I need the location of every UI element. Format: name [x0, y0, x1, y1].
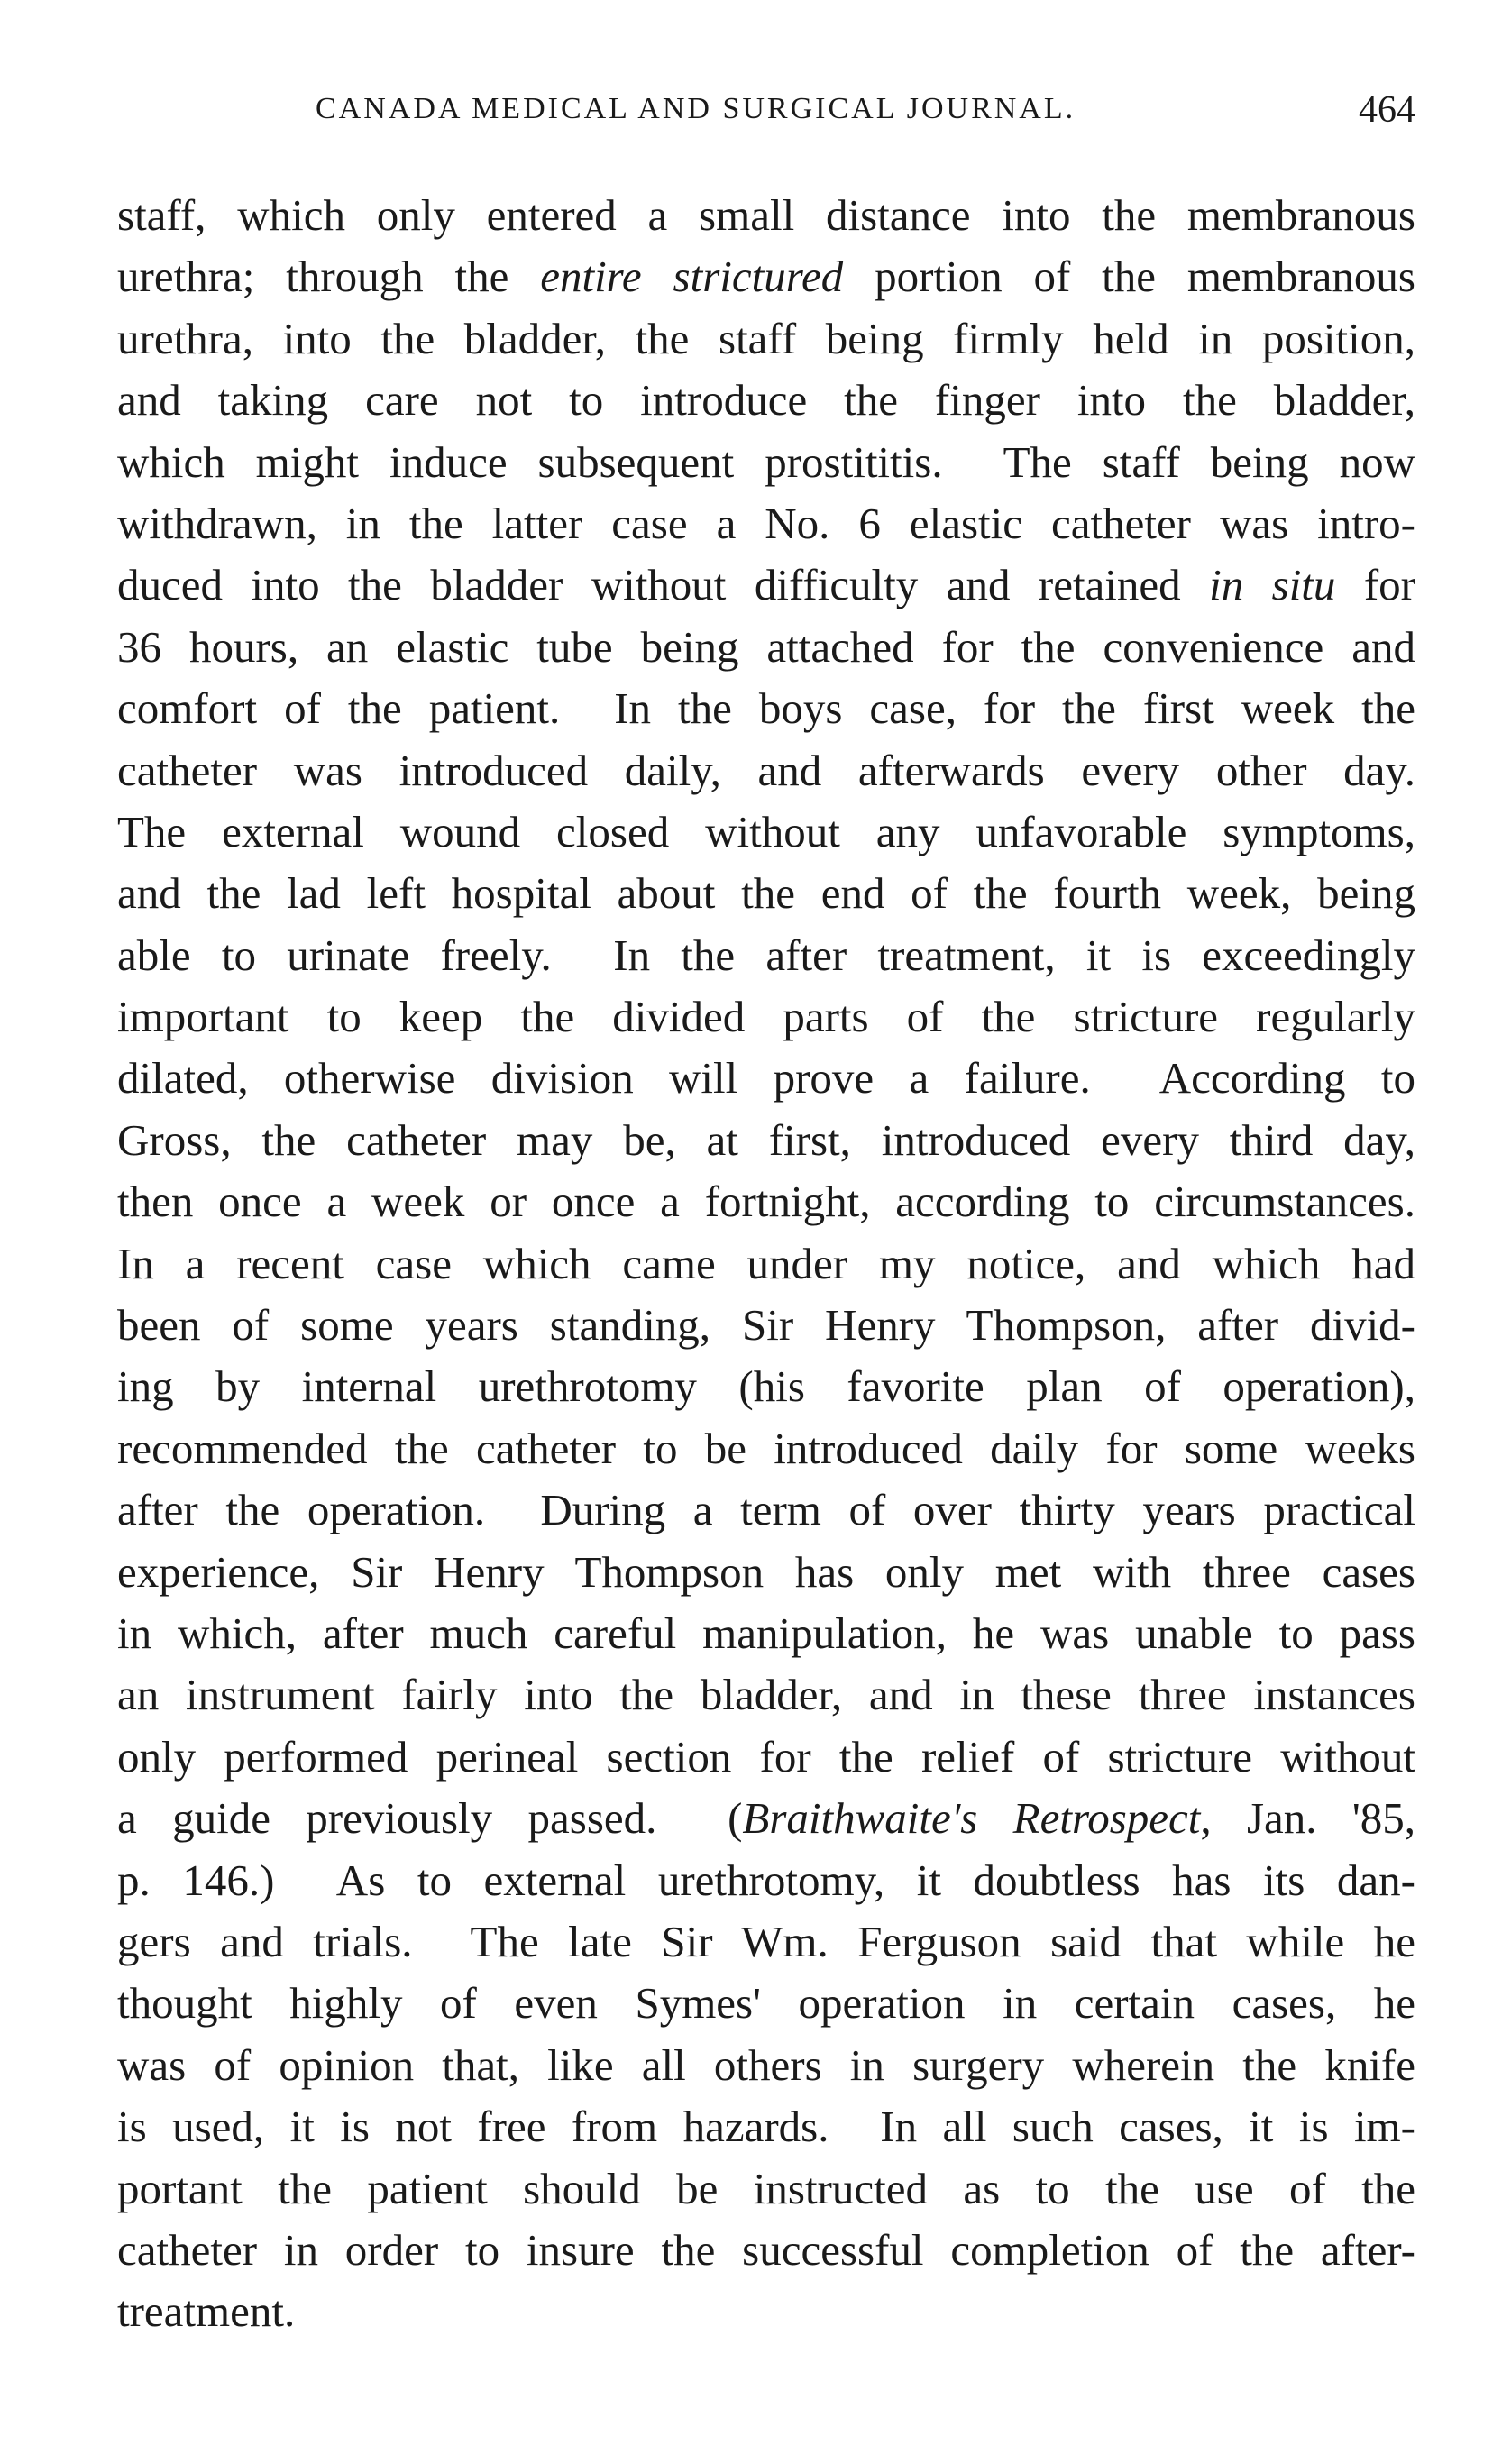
text-line: [117, 678, 1415, 739]
text-segment: , Jan. '85,: [1200, 1793, 1415, 1844]
text-segment: in which, after much careful manipulation, he was unable to pass: [117, 1608, 1415, 1658]
text-segment: urethra; through the: [117, 252, 541, 302]
text-line: [117, 1973, 1415, 2034]
text-segment: only performed perineal section for the relief of stricture without: [117, 1731, 1415, 1782]
text-line: [117, 2281, 1415, 2342]
text-segment: portion of the membranous: [843, 252, 1415, 302]
text-line: [117, 617, 1415, 678]
text-segment: catheter in order to insure the successful completion of the after-: [117, 2224, 1415, 2275]
text-segment: is used, it is not free from hazards. In all such cases, it is im-: [117, 2102, 1415, 2152]
text-segment: able to urinate freely. In the after treatment, it is exceedingly: [117, 930, 1415, 980]
text-segment: comfort of the patient. In the boys case, for the first week the: [117, 683, 1415, 734]
text-line: [117, 1233, 1415, 1295]
text-segment: experience, Sir Henry Thompson has only met with three cases: [117, 1546, 1415, 1597]
text-line: [117, 863, 1415, 924]
text-segment: was of opinion that, like all others in surgery wherein the knife: [117, 2039, 1415, 2090]
italic-text-segment: in situ: [1209, 560, 1336, 610]
text-line: [117, 1048, 1415, 1109]
body-text: [117, 185, 1415, 2343]
text-line: [117, 1295, 1415, 1356]
text-segment: for: [1335, 560, 1415, 610]
text-segment: been of some years standing, Sir Henry Thompson, after divid-: [117, 1300, 1415, 1351]
text-line: [117, 432, 1415, 493]
text-segment: recommended the catheter to be introduced daily for some weeks: [117, 1423, 1415, 1473]
text-segment: thought highly of even Symes' operation in certain cases, he: [117, 1978, 1415, 2029]
text-line: [117, 1171, 1415, 1232]
text-line: [117, 493, 1415, 554]
text-segment: Gross, the catheter may be, at first, introduced every third day,: [117, 1114, 1415, 1165]
text-line: [117, 925, 1415, 986]
text-line: [117, 1542, 1415, 1603]
text-segment: and the lad left hospital about the end of the fourth week, being: [117, 868, 1415, 919]
journal-title: CANADA MEDICAL AND SURGICAL JOURNAL.: [316, 92, 1076, 125]
text-segment: portant the patient should be instructed as to the use of the: [117, 2163, 1415, 2213]
text-line: [117, 554, 1415, 616]
text-line: [117, 1850, 1415, 1911]
page-number: 464: [1359, 89, 1415, 131]
text-segment: staff, which only entered a small distance into the membranous: [117, 190, 1415, 240]
text-segment: withdrawn, in the latter case a No. 6 elastic catheter was intro-: [117, 498, 1415, 548]
text-segment: an instrument fairly into the bladder, and in these three instances: [117, 1670, 1415, 1720]
text-line: [117, 185, 1415, 246]
text-segment: gers and trials. The late Sir Wm. Ferguson said that while he: [117, 1916, 1415, 1966]
text-segment: 36 hours, an elastic tube being attached for the convenience and: [117, 621, 1415, 672]
text-line: [117, 740, 1415, 801]
text-line: [117, 1356, 1415, 1417]
text-segment: a guide previously passed. (: [117, 1793, 743, 1844]
text-line: [117, 1788, 1415, 1849]
text-line: [117, 370, 1415, 431]
italic-text-segment: entire strictured: [540, 252, 844, 302]
text-line: [117, 986, 1415, 1048]
text-line: [117, 1911, 1415, 1973]
running-head: [117, 88, 1415, 142]
text-segment: urethra, into the bladder, the staff being firmly held in position,: [117, 313, 1415, 363]
text-line: [117, 2096, 1415, 2157]
text-segment: In a recent case which came under my notice, and which had: [117, 1238, 1415, 1288]
text-segment: and taking care not to introduce the finger into the bladder,: [117, 375, 1415, 426]
text-segment: The external wound closed without any unfavorable symptoms,: [117, 806, 1415, 856]
text-segment: catheter was introduced daily, and afterwards every other day.: [117, 745, 1415, 795]
text-line: [117, 1110, 1415, 1171]
text-segment: treatment.: [117, 2286, 296, 2337]
text-segment: important to keep the divided parts of the stricture regularly: [117, 992, 1415, 1042]
text-line: [117, 2220, 1415, 2281]
text-segment: p. 146.) As to external urethrotomy, it doubtless has its dan-: [117, 1855, 1415, 1905]
text-line: [117, 1603, 1415, 1664]
text-line: [117, 801, 1415, 863]
text-segment: dilated, otherwise division will prove a failure. According to: [117, 1053, 1415, 1104]
text-line: [117, 1479, 1415, 1541]
text-segment: ing by internal urethrotomy (his favorite plan of operation),: [117, 1361, 1415, 1412]
text-line: [117, 308, 1415, 370]
text-line: [117, 1727, 1415, 1788]
text-segment: which might induce subsequent prostititis. The staff being now: [117, 436, 1415, 487]
text-line: [117, 2035, 1415, 2096]
text-segment: after the operation. During a term of over thirty years practical: [117, 1485, 1415, 1535]
text-line: [117, 1418, 1415, 1479]
italic-text-segment: Braithwaite's Retrospect: [742, 1793, 1201, 1844]
text-line: [117, 2158, 1415, 2220]
text-segment: duced into the bladder without difficulty and retained: [117, 560, 1210, 610]
text-segment: then once a week or once a fortnight, according to circumstances.: [117, 1177, 1415, 1227]
text-line: [117, 1664, 1415, 1726]
text-line: [117, 246, 1415, 307]
